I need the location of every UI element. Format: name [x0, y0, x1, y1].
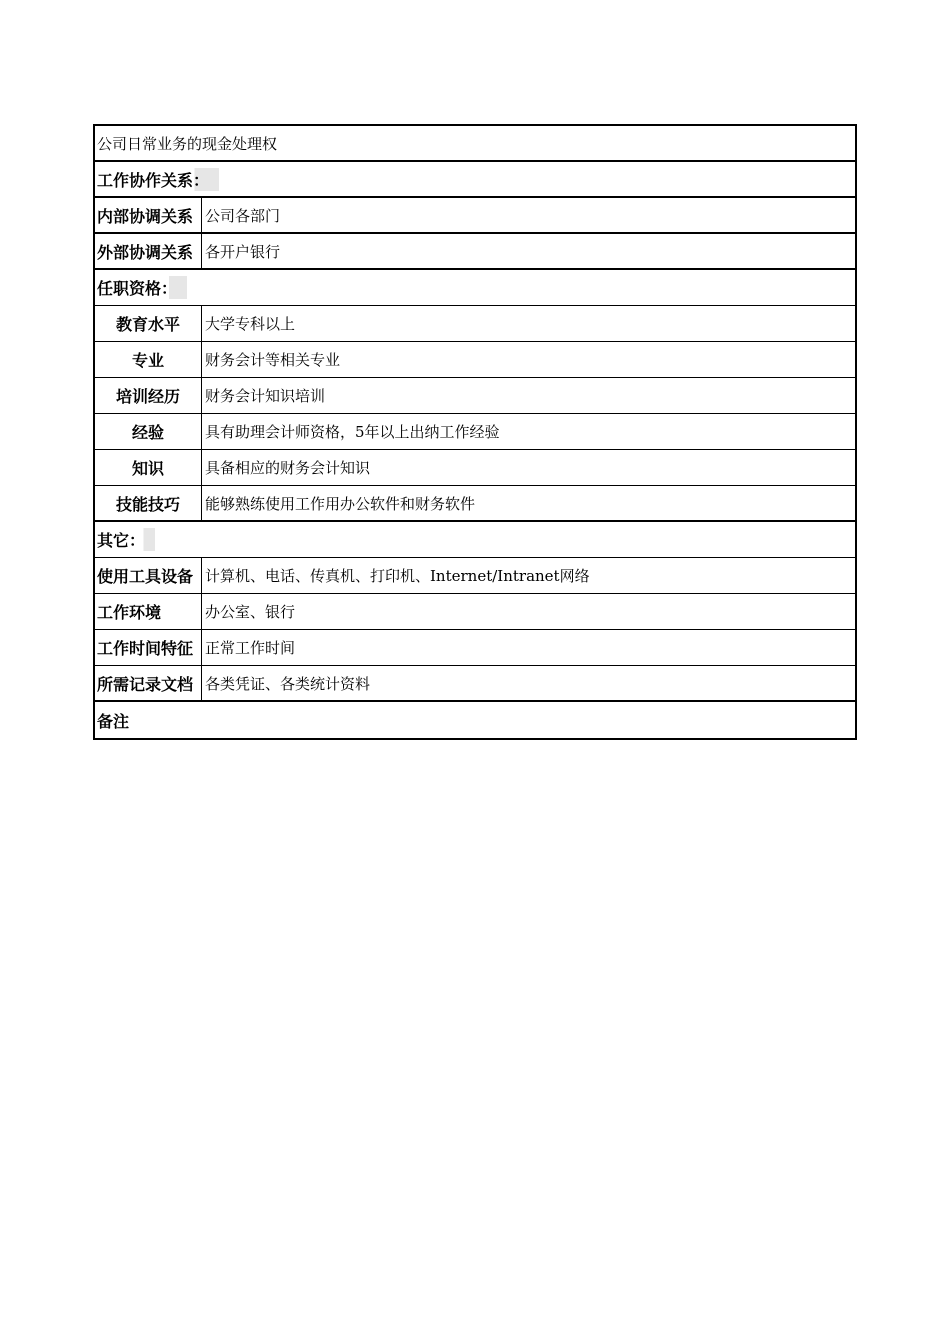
external-coordination-value: 各开户银行: [205, 242, 281, 261]
work-time-label: 工作时间特征: [95, 630, 202, 665]
qualifications-section-header: [95, 270, 855, 306]
internal-coordination-row: [95, 198, 855, 234]
education-row: [95, 306, 855, 342]
qualifications-section-title: 任职资格：: [97, 276, 187, 299]
tools-value: 计算机、电话、传真机、打印机、Internet/Intranet网络: [205, 567, 590, 585]
training-row: [95, 378, 855, 414]
records-label: 所需记录文档: [95, 666, 202, 700]
authority-text: 公司日常业务的现金处理权: [97, 134, 278, 153]
external-coordination-label: 外部协调关系: [95, 234, 202, 268]
authority-row: [95, 126, 855, 162]
knowledge-label: 知识: [95, 450, 202, 485]
experience-value: 具有助理会计师资格，5年以上出纳工作经验: [205, 423, 500, 441]
major-label: 专业: [95, 342, 202, 377]
collaboration-section-header: [95, 162, 855, 198]
records-value: 各类凭证、各类统计资料: [205, 674, 371, 693]
education-value: 大学专科以上: [205, 315, 296, 333]
internal-coordination-value: 公司各部门: [205, 206, 281, 225]
environment-value: 办公室、银行: [205, 603, 296, 621]
experience-row: [95, 414, 855, 450]
training-label: 培训经历: [95, 378, 202, 413]
collaboration-section-title: 工作协作关系：: [97, 168, 219, 191]
knowledge-value: 具备相应的财务会计知识: [205, 459, 371, 477]
records-row: [95, 666, 855, 702]
remarks-label: 备注: [97, 709, 139, 732]
tools-label: 使用工具设备: [95, 558, 202, 593]
major-value: 财务会计等相关专业: [205, 351, 341, 369]
skills-row: [95, 486, 855, 522]
skills-value: 能够熟练使用工作用办公软件和财务软件: [205, 494, 476, 513]
remarks-row: [95, 702, 855, 738]
major-row: [95, 342, 855, 378]
skills-label: 技能技巧: [95, 486, 202, 520]
work-time-row: [95, 630, 855, 666]
training-value: 财务会计知识培训: [205, 387, 326, 405]
experience-label: 经验: [95, 414, 202, 449]
other-section-title: 其它：: [97, 528, 155, 551]
internal-coordination-label: 内部协调关系: [95, 198, 202, 232]
knowledge-row: [95, 450, 855, 486]
work-time-value: 正常工作时间: [205, 639, 296, 657]
tools-row: [95, 558, 855, 594]
job-description-table: [93, 124, 857, 740]
external-coordination-row: [95, 234, 855, 270]
environment-row: [95, 594, 855, 630]
environment-label: 工作环境: [95, 594, 202, 629]
education-label: 教育水平: [95, 306, 202, 341]
other-section-header: [95, 522, 855, 558]
